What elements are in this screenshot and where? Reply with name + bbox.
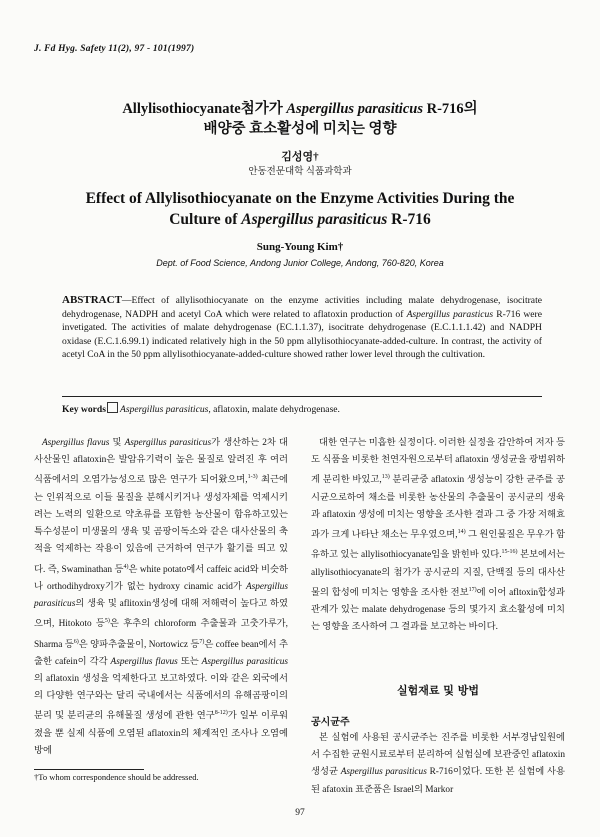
citation-ref: 4) — [123, 563, 129, 570]
species-name: Aspergillus parasiticus — [34, 581, 288, 610]
journal-reference: J. Fd Hyg. Safety 11(2), 97 - 101(1997) — [34, 44, 195, 54]
body-text: 의 생육 및 aflitoxin생성에 대해 저해력이 높다고 하였으며, Hitokoto 등 — [34, 599, 288, 630]
abstract-text: —Effect of allylisothiocyanate on the enzyme activities including malate dehydrogenase, isocitrate dehydrogenase, NADPH and acetyl CoA which were related to aflatoxin production of — [62, 295, 542, 320]
footnote-divider — [34, 769, 144, 770]
english-affiliation: Dept. of Food Science, Andong Junior College, Andong, 760-820, Korea — [156, 258, 444, 268]
abstract-label: ABSTRACT — [62, 294, 122, 306]
citation-ref: 5) — [104, 618, 110, 625]
english-author: Sung-Young Kim† — [256, 241, 344, 253]
body-column-left — [34, 435, 288, 760]
body-text: 그 원인물질은 무우가 함유하고 있는 allylisothiocyanate임을 밝힌바 있다. — [311, 530, 565, 561]
checkbox-glyph-icon — [107, 402, 118, 413]
keywords-label: Key words — [62, 404, 106, 415]
korean-title — [0, 99, 600, 139]
abstract-divider — [62, 396, 542, 397]
body-text: 가 일부 이루워졌을 뿐 실제 식품에 오염된 aflatoxin의 체계적인 조사나 오염예방에 — [34, 711, 288, 756]
citation-ref: 17) — [468, 586, 477, 593]
citation-ref: 7) — [199, 638, 205, 645]
body-text: 의 aflatoxin 생성을 억제한다고 보고하였다. 이와 같은 외국에서의 다양한 연구와는 달리 국내에서는 식품에서의 유해곰팡이의 분리 및 분리균의 유해물질 생성에 관한 연구 — [34, 674, 288, 722]
keywords-rest: , aflatoxin, malate dehydrogenase. — [208, 404, 340, 415]
body-text: 은 양파추출물이, Nortowicz 등 — [78, 639, 200, 650]
english-title-species: Aspergillus parasiticus — [241, 211, 388, 228]
body-text: 가 생산하는 2차 대사산물인 aflatoxin은 발암유기력이 높은 물질로 알려진 후 여러 식품에서의 오염가능성으로 많은 연구가 되어왔으며, — [34, 438, 288, 486]
korean-title-line-1 — [0, 99, 600, 119]
subsection-heading: 공시균주 — [311, 717, 350, 728]
korean-title-species: Aspergillus parasiticus — [286, 101, 423, 117]
species-name: Aspergillus parasiticus — [201, 656, 288, 667]
citation-ref: 14) — [457, 529, 466, 536]
body-text: 및 — [109, 438, 125, 448]
citation-ref: 13) — [381, 474, 390, 481]
english-title-part: R-716 — [387, 211, 431, 228]
body-text: 또는 — [177, 656, 202, 667]
english-title-line-2 — [0, 209, 600, 230]
body-text: 은 coffee bean에서 추출한 cafein이 각각 — [34, 639, 288, 667]
korean-affiliation: 안동전문대학 식품과학과 — [248, 167, 352, 177]
citation-ref: 8-12) — [214, 710, 228, 717]
body-text: 은 white potato에서 caffeic acid와 비슷하나 orthodihydroxy기가 없는 hydroxy cinamic acid가 — [34, 564, 289, 592]
english-title-part: Culture of — [169, 211, 242, 228]
body-text: 은 후추의 chloroform 추출물과 고춧가루가, Sharma 등 — [34, 619, 288, 650]
section-heading: 실험재료 및 방법 — [396, 684, 480, 697]
korean-author: 김성영† — [281, 151, 319, 163]
abstract-text: R-716 were invetigated. The activities of malate dehydrogenase (EC.1.1.37), isocitrate dehydrogenase (E.C.1.1.1.42) and NADPH oxidase (E.C.1.6.99.1) indicated relatively high in the 50 ppm allylisothiocyanate-added-culture. In contrast, the activity of acetyl CoA in the 50 ppm allylisothiocyanate-added-culture showed rather lower level through the cultivation. — [62, 308, 543, 360]
abstract-species: Aspergillus parasticus — [406, 308, 494, 320]
body-text: 대한 연구는 미흡한 실정이다. 이러한 실정을 감안하여 저자 등도 식품을 비롯한 천연자원으로부터 aflatoxin 생성균을 광범위하게 분리한 바있고, — [311, 438, 565, 486]
body-text: 에 이어 afltoxin합성과 관계가 있는 malate dehydrogenase 등의 몇가지 효소활성에 미치는 영향을 조사하여 그 결과를 보고하는 바이다. — [311, 588, 565, 633]
body-column-right-methods — [311, 730, 565, 799]
footnote: †To whom correspondence should be addressed. — [34, 772, 199, 782]
citation-ref: 1-3) — [247, 474, 258, 481]
species-name: Aspergillus flavus — [110, 656, 178, 667]
keywords — [62, 402, 542, 415]
species-name: Aspergillus parasiticus — [124, 438, 212, 448]
body-text: 본 실험에 사용된 공시균주는 진주를 비롯한 서부경남일원에서 수집한 균원시료로부터 분리하여 실험실에 보관중인 aflatoxin 생성균 — [311, 733, 565, 778]
body-text: 본보에서는 allylisothiocyanate의 첨가가 공시균의 지질, 단백질 등의 대사산물의 합성에 미치는 영향을 조사한 전보 — [311, 550, 565, 598]
species-name: Aspergillus flavus — [42, 438, 110, 448]
body-text: R-716이었다. 또한 본 실험에 사용된 afatoxin 표준품은 Israel의 Markor — [311, 767, 566, 795]
citation-ref: 6) — [73, 638, 79, 645]
korean-title-line-2: 배양중 효소활성에 미치는 영향 — [203, 121, 397, 137]
keywords-species: Aspergillus parasiticus — [119, 404, 209, 415]
body-text: 분리균중 aflatoxin 생성능이 강한 균주를 공시균으로하여 채소를 비롯한 농산물의 추출물이 공시균의 생육과 aflatoxin 생성에 미치는 영향을 조사한 결과 그 중 가장 저해효과가 크게 나타난 채소는 무우였으며, — [311, 475, 565, 541]
abstract — [62, 294, 542, 362]
body-column-right — [311, 435, 565, 637]
english-title-line-1: Effect of Allylisothiocyanate on the Enzyme Activities During the — [85, 190, 515, 207]
korean-title-part: Allylisothiocyanate첨가가 — [122, 101, 287, 117]
citation-ref: 15-16) — [501, 549, 518, 556]
species-name: Aspergillus parasiticus — [340, 767, 427, 778]
english-title — [0, 188, 600, 230]
body-text: 최근에는 인위적으로 이들 물질을 분해시키거나 생성자체를 억제시키려는 노력의 일환으로 약초류를 포함한 농산물이 함유하고있는 특수성분이 미생물의 생육 및 곰팡이독소와 같은 대사산물의 축적을 억제하는 작용이 있음에 근거하여 연구가 활기를 띄고 있다. 즉, Swaminathan 등 — [34, 475, 288, 575]
page-number: 97 — [295, 808, 305, 818]
korean-title-part: R-716의 — [422, 101, 478, 117]
